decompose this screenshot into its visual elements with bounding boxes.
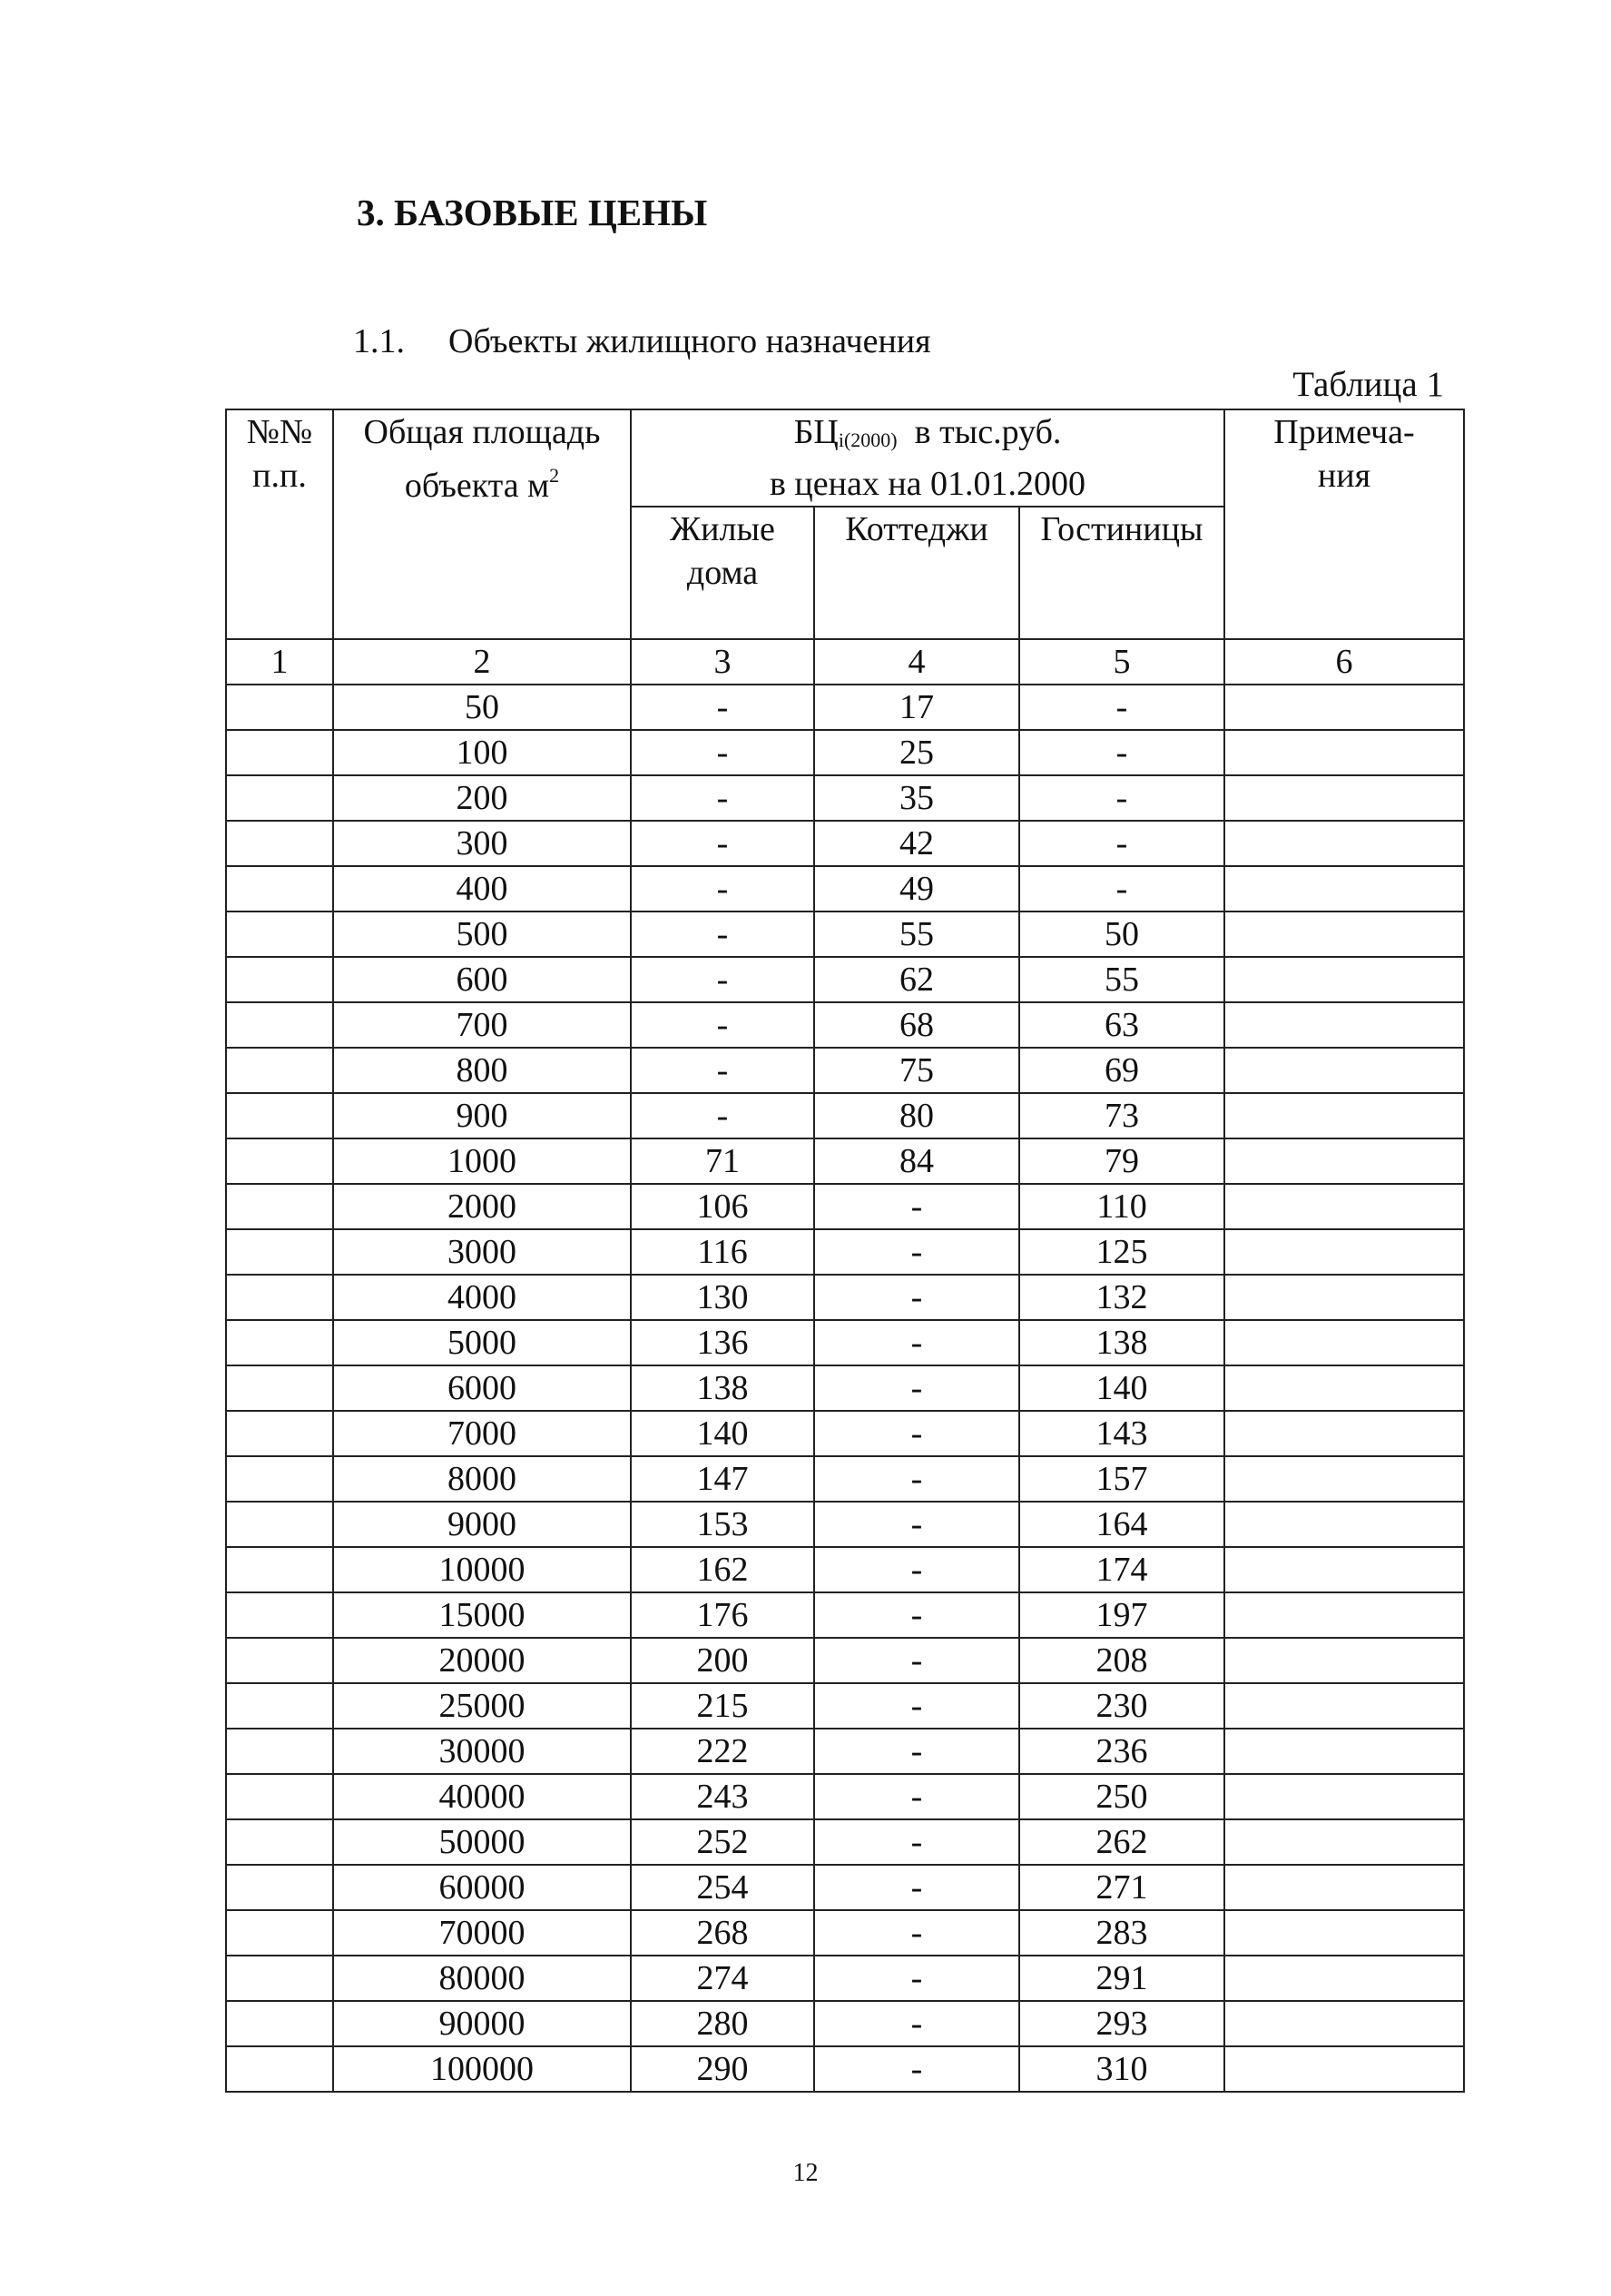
table-row bbox=[226, 730, 1464, 775]
cell-cottages: - bbox=[814, 1683, 1019, 1729]
header-residential-line1: Жилые bbox=[670, 510, 775, 548]
table-row bbox=[226, 912, 1464, 957]
cell-notes bbox=[1224, 2001, 1464, 2046]
cell-cottages: 75 bbox=[814, 1048, 1019, 1093]
cell-notes bbox=[1224, 1819, 1464, 1865]
cell-hotels: 125 bbox=[1019, 1229, 1224, 1275]
cell-notes bbox=[1224, 1002, 1464, 1048]
table-row bbox=[226, 1638, 1464, 1683]
cell-cottages: - bbox=[814, 1411, 1019, 1456]
cell-cottages: - bbox=[814, 1456, 1019, 1502]
cell-number bbox=[226, 2046, 333, 2092]
cell-hotels: 293 bbox=[1019, 2001, 1224, 2046]
cell-hotels: 197 bbox=[1019, 1592, 1224, 1638]
cell-number bbox=[226, 1729, 333, 1774]
cell-residential: 254 bbox=[631, 1865, 814, 1910]
cell-area: 3000 bbox=[333, 1229, 631, 1275]
cell-number bbox=[226, 1184, 333, 1229]
cell-cottages: 68 bbox=[814, 1002, 1019, 1048]
cell-hotels: 283 bbox=[1019, 1910, 1224, 1956]
header-notes bbox=[1224, 409, 1464, 639]
table-row bbox=[226, 775, 1464, 821]
table-row bbox=[226, 2046, 1464, 2092]
table-row bbox=[226, 1819, 1464, 1865]
cell-residential: - bbox=[631, 1002, 814, 1048]
header-number bbox=[226, 409, 333, 639]
cell-number bbox=[226, 1547, 333, 1592]
cell-hotels: - bbox=[1019, 775, 1224, 821]
column-number-row bbox=[226, 639, 1464, 685]
cell-residential: - bbox=[631, 957, 814, 1002]
cell-residential: 116 bbox=[631, 1229, 814, 1275]
cell-cottages: 55 bbox=[814, 912, 1019, 957]
cell-number bbox=[226, 1502, 333, 1547]
cell-notes bbox=[1224, 1138, 1464, 1184]
table-row bbox=[226, 1365, 1464, 1411]
cell-area: 25000 bbox=[333, 1683, 631, 1729]
cell-notes bbox=[1224, 1456, 1464, 1502]
cell-number bbox=[226, 912, 333, 957]
cell-residential: 136 bbox=[631, 1320, 814, 1365]
cell-residential: 200 bbox=[631, 1638, 814, 1683]
cell-number bbox=[226, 1093, 333, 1138]
header-base-price bbox=[631, 409, 1224, 507]
cell-cottages: 49 bbox=[814, 866, 1019, 912]
cell-notes bbox=[1224, 1275, 1464, 1320]
header-notes-line1: Примеча- bbox=[1273, 413, 1415, 451]
cell-residential: 140 bbox=[631, 1411, 814, 1456]
cell-area: 600 bbox=[333, 957, 631, 1002]
cell-residential: 280 bbox=[631, 2001, 814, 2046]
table-row bbox=[226, 866, 1464, 912]
cell-hotels: 73 bbox=[1019, 1093, 1224, 1138]
cell-notes bbox=[1224, 1411, 1464, 1456]
table-row bbox=[226, 1275, 1464, 1320]
cell-area: 500 bbox=[333, 912, 631, 957]
cell-number bbox=[226, 1138, 333, 1184]
table-row bbox=[226, 821, 1464, 866]
table-row bbox=[226, 957, 1464, 1002]
cell-number bbox=[226, 1048, 333, 1093]
cell-cottages: - bbox=[814, 1365, 1019, 1411]
column-number: 4 bbox=[814, 639, 1019, 685]
cell-hotels: 157 bbox=[1019, 1456, 1224, 1502]
cell-area: 40000 bbox=[333, 1774, 631, 1819]
subsection-number: 1.1. bbox=[353, 322, 405, 360]
cell-number bbox=[226, 1229, 333, 1275]
cell-hotels: 262 bbox=[1019, 1819, 1224, 1865]
cell-notes bbox=[1224, 957, 1464, 1002]
cell-number bbox=[226, 1956, 333, 2001]
table-row bbox=[226, 1683, 1464, 1729]
cell-residential: 176 bbox=[631, 1592, 814, 1638]
table-row bbox=[226, 1956, 1464, 2001]
column-numbers bbox=[226, 639, 1464, 685]
cell-cottages: - bbox=[814, 1502, 1019, 1547]
cell-area: 8000 bbox=[333, 1456, 631, 1502]
header-hotels: Гостиницы bbox=[1019, 507, 1224, 639]
cell-area: 2000 bbox=[333, 1184, 631, 1229]
header-notes-line2: ния bbox=[1317, 457, 1371, 495]
header-area-superscript: 2 bbox=[549, 464, 560, 487]
cell-cottages: - bbox=[814, 2046, 1019, 2092]
cell-residential: 130 bbox=[631, 1275, 814, 1320]
cell-residential: 243 bbox=[631, 1774, 814, 1819]
cell-notes bbox=[1224, 1547, 1464, 1592]
cell-notes bbox=[1224, 1365, 1464, 1411]
cell-number bbox=[226, 1865, 333, 1910]
cell-area: 100 bbox=[333, 730, 631, 775]
cell-cottages: - bbox=[814, 1229, 1019, 1275]
column-number: 6 bbox=[1224, 639, 1464, 685]
cell-cottages: - bbox=[814, 1774, 1019, 1819]
cell-hotels: 69 bbox=[1019, 1048, 1224, 1093]
cell-number bbox=[226, 1910, 333, 1956]
cell-number bbox=[226, 1320, 333, 1365]
cell-residential: 290 bbox=[631, 2046, 814, 2092]
header-price-date: в ценах на 01.01.2000 bbox=[769, 465, 1086, 503]
cell-area: 4000 bbox=[333, 1275, 631, 1320]
cell-cottages: - bbox=[814, 1865, 1019, 1910]
table-row bbox=[226, 1456, 1464, 1502]
cell-residential: 138 bbox=[631, 1365, 814, 1411]
table-row bbox=[226, 1411, 1464, 1456]
cell-notes bbox=[1224, 1093, 1464, 1138]
cell-number bbox=[226, 821, 333, 866]
header-row-1 bbox=[226, 409, 1464, 507]
cell-notes bbox=[1224, 1320, 1464, 1365]
cell-area: 400 bbox=[333, 866, 631, 912]
cell-residential: 222 bbox=[631, 1729, 814, 1774]
cell-notes bbox=[1224, 1502, 1464, 1547]
table-row bbox=[226, 1048, 1464, 1093]
column-number: 5 bbox=[1019, 639, 1224, 685]
cell-residential: - bbox=[631, 1093, 814, 1138]
cell-cottages: 62 bbox=[814, 957, 1019, 1002]
table-caption: Таблица 1 bbox=[1292, 365, 1444, 404]
table-row bbox=[226, 1547, 1464, 1592]
cell-hotels: - bbox=[1019, 685, 1224, 730]
table-row bbox=[226, 1138, 1464, 1184]
cell-hotels: 310 bbox=[1019, 2046, 1224, 2092]
cell-area: 80000 bbox=[333, 1956, 631, 2001]
cell-number bbox=[226, 1774, 333, 1819]
cell-hotels: 63 bbox=[1019, 1002, 1224, 1048]
cell-notes bbox=[1224, 730, 1464, 775]
header-cottages: Коттеджи bbox=[814, 507, 1019, 639]
cell-area: 100000 bbox=[333, 2046, 631, 2092]
cell-notes bbox=[1224, 1729, 1464, 1774]
table-body bbox=[226, 685, 1464, 2092]
cell-cottages: 25 bbox=[814, 730, 1019, 775]
cell-residential: - bbox=[631, 1048, 814, 1093]
table-row bbox=[226, 1910, 1464, 1956]
header-area bbox=[333, 409, 631, 639]
cell-number bbox=[226, 866, 333, 912]
cell-residential: - bbox=[631, 866, 814, 912]
table-row bbox=[226, 1229, 1464, 1275]
cell-hotels: 110 bbox=[1019, 1184, 1224, 1229]
cell-hotels: 174 bbox=[1019, 1547, 1224, 1592]
cell-cottages: - bbox=[814, 1638, 1019, 1683]
cell-hotels: 208 bbox=[1019, 1638, 1224, 1683]
cell-notes bbox=[1224, 1184, 1464, 1229]
cell-hotels: 50 bbox=[1019, 912, 1224, 957]
cell-hotels: 230 bbox=[1019, 1683, 1224, 1729]
cell-number bbox=[226, 1002, 333, 1048]
cell-residential: - bbox=[631, 775, 814, 821]
cell-area: 20000 bbox=[333, 1638, 631, 1683]
cell-area: 1000 bbox=[333, 1138, 631, 1184]
cell-hotels: 164 bbox=[1019, 1502, 1224, 1547]
table-row bbox=[226, 1184, 1464, 1229]
column-number: 2 bbox=[333, 639, 631, 685]
cell-number bbox=[226, 685, 333, 730]
cell-hotels: 236 bbox=[1019, 1729, 1224, 1774]
cell-notes bbox=[1224, 1683, 1464, 1729]
cell-residential: 153 bbox=[631, 1502, 814, 1547]
cell-cottages: - bbox=[814, 1729, 1019, 1774]
header-price-unit: в тыс.руб. bbox=[914, 413, 1062, 451]
cell-notes bbox=[1224, 912, 1464, 957]
cell-number bbox=[226, 1456, 333, 1502]
cell-area: 50000 bbox=[333, 1819, 631, 1865]
cell-hotels: 291 bbox=[1019, 1956, 1224, 2001]
cell-notes bbox=[1224, 775, 1464, 821]
cell-residential: 215 bbox=[631, 1683, 814, 1729]
cell-area: 900 bbox=[333, 1093, 631, 1138]
cell-hotels: 55 bbox=[1019, 957, 1224, 1002]
cell-hotels: 79 bbox=[1019, 1138, 1224, 1184]
cell-notes bbox=[1224, 1048, 1464, 1093]
cell-number bbox=[226, 1819, 333, 1865]
cell-area: 800 bbox=[333, 1048, 631, 1093]
cell-area: 6000 bbox=[333, 1365, 631, 1411]
cell-residential: - bbox=[631, 912, 814, 957]
cell-area: 10000 bbox=[333, 1547, 631, 1592]
cell-residential: 106 bbox=[631, 1184, 814, 1229]
cell-cottages: - bbox=[814, 1956, 1019, 2001]
cell-hotels: 271 bbox=[1019, 1865, 1224, 1910]
cell-hotels: 140 bbox=[1019, 1365, 1224, 1411]
header-price-subscript: i(2000) bbox=[838, 429, 898, 451]
table-row bbox=[226, 1002, 1464, 1048]
cell-cottages: 35 bbox=[814, 775, 1019, 821]
cell-hotels: 132 bbox=[1019, 1275, 1224, 1320]
cell-notes bbox=[1224, 1229, 1464, 1275]
header-number-line2: п.п. bbox=[252, 457, 307, 495]
cell-cottages: - bbox=[814, 1819, 1019, 1865]
table-row bbox=[226, 1729, 1464, 1774]
cell-residential: 252 bbox=[631, 1819, 814, 1865]
cell-area: 7000 bbox=[333, 1411, 631, 1456]
table-row bbox=[226, 1320, 1464, 1365]
header-price-symbol: БЦ bbox=[793, 413, 839, 451]
cell-number bbox=[226, 1275, 333, 1320]
cell-area: 50 bbox=[333, 685, 631, 730]
cell-notes bbox=[1224, 821, 1464, 866]
cell-cottages: - bbox=[814, 1275, 1019, 1320]
cell-cottages: 17 bbox=[814, 685, 1019, 730]
cell-notes bbox=[1224, 866, 1464, 912]
cell-area: 30000 bbox=[333, 1729, 631, 1774]
table-row bbox=[226, 685, 1464, 730]
cell-notes bbox=[1224, 685, 1464, 730]
table-row bbox=[226, 1502, 1464, 1547]
table-row bbox=[226, 1774, 1464, 1819]
table-row bbox=[226, 2001, 1464, 2046]
cell-area: 700 bbox=[333, 1002, 631, 1048]
cell-cottages: 80 bbox=[814, 1093, 1019, 1138]
cell-residential: 71 bbox=[631, 1138, 814, 1184]
cell-notes bbox=[1224, 1638, 1464, 1683]
page-number: 12 bbox=[792, 2159, 819, 2187]
header-residential-line2: дома bbox=[686, 554, 759, 592]
cell-cottages: - bbox=[814, 1910, 1019, 1956]
cell-residential: - bbox=[631, 685, 814, 730]
cell-hotels: - bbox=[1019, 866, 1224, 912]
cell-area: 300 bbox=[333, 821, 631, 866]
cell-hotels: - bbox=[1019, 730, 1224, 775]
cell-hotels: 250 bbox=[1019, 1774, 1224, 1819]
cell-number bbox=[226, 1592, 333, 1638]
cell-residential: 162 bbox=[631, 1547, 814, 1592]
table-row bbox=[226, 1865, 1464, 1910]
cell-number bbox=[226, 775, 333, 821]
cell-cottages: - bbox=[814, 1320, 1019, 1365]
table-row bbox=[226, 1093, 1464, 1138]
cell-cottages: - bbox=[814, 2001, 1019, 2046]
header-area-line1: Общая площадь bbox=[363, 413, 601, 451]
cell-cottages: - bbox=[814, 1184, 1019, 1229]
cell-area: 15000 bbox=[333, 1592, 631, 1638]
cell-residential: 274 bbox=[631, 1956, 814, 2001]
cell-number bbox=[226, 1683, 333, 1729]
column-number: 1 bbox=[226, 639, 333, 685]
base-prices-table bbox=[225, 409, 1465, 2093]
cell-notes bbox=[1224, 1592, 1464, 1638]
cell-number bbox=[226, 1638, 333, 1683]
cell-cottages: 84 bbox=[814, 1138, 1019, 1184]
cell-area: 9000 bbox=[333, 1502, 631, 1547]
cell-notes bbox=[1224, 1774, 1464, 1819]
cell-number bbox=[226, 957, 333, 1002]
cell-notes bbox=[1224, 1865, 1464, 1910]
cell-hotels: 138 bbox=[1019, 1320, 1224, 1365]
cell-area: 70000 bbox=[333, 1910, 631, 1956]
column-number: 3 bbox=[631, 639, 814, 685]
table-header bbox=[226, 409, 1464, 639]
cell-number bbox=[226, 730, 333, 775]
cell-hotels: 143 bbox=[1019, 1411, 1224, 1456]
cell-area: 90000 bbox=[333, 2001, 631, 2046]
cell-notes bbox=[1224, 2046, 1464, 2092]
cell-hotels: - bbox=[1019, 821, 1224, 866]
section-heading: 3. БАЗОВЫЕ ЦЕНЫ bbox=[357, 192, 708, 233]
cell-notes bbox=[1224, 1910, 1464, 1956]
cell-area: 200 bbox=[333, 775, 631, 821]
header-number-line1: №№ bbox=[246, 413, 313, 451]
cell-area: 60000 bbox=[333, 1865, 631, 1910]
cell-residential: - bbox=[631, 821, 814, 866]
cell-number bbox=[226, 1411, 333, 1456]
cell-number bbox=[226, 2001, 333, 2046]
cell-cottages: - bbox=[814, 1547, 1019, 1592]
cell-number bbox=[226, 1365, 333, 1411]
header-area-line2: объекта м bbox=[404, 467, 550, 505]
cell-area: 5000 bbox=[333, 1320, 631, 1365]
table-row bbox=[226, 1592, 1464, 1638]
cell-residential: 268 bbox=[631, 1910, 814, 1956]
header-residential bbox=[631, 507, 814, 639]
cell-residential: 147 bbox=[631, 1456, 814, 1502]
cell-residential: - bbox=[631, 730, 814, 775]
cell-cottages: 42 bbox=[814, 821, 1019, 866]
subsection-heading bbox=[353, 321, 931, 361]
cell-notes bbox=[1224, 1956, 1464, 2001]
cell-cottages: - bbox=[814, 1592, 1019, 1638]
subsection-title: Объекты жилищного назначения bbox=[448, 322, 931, 360]
